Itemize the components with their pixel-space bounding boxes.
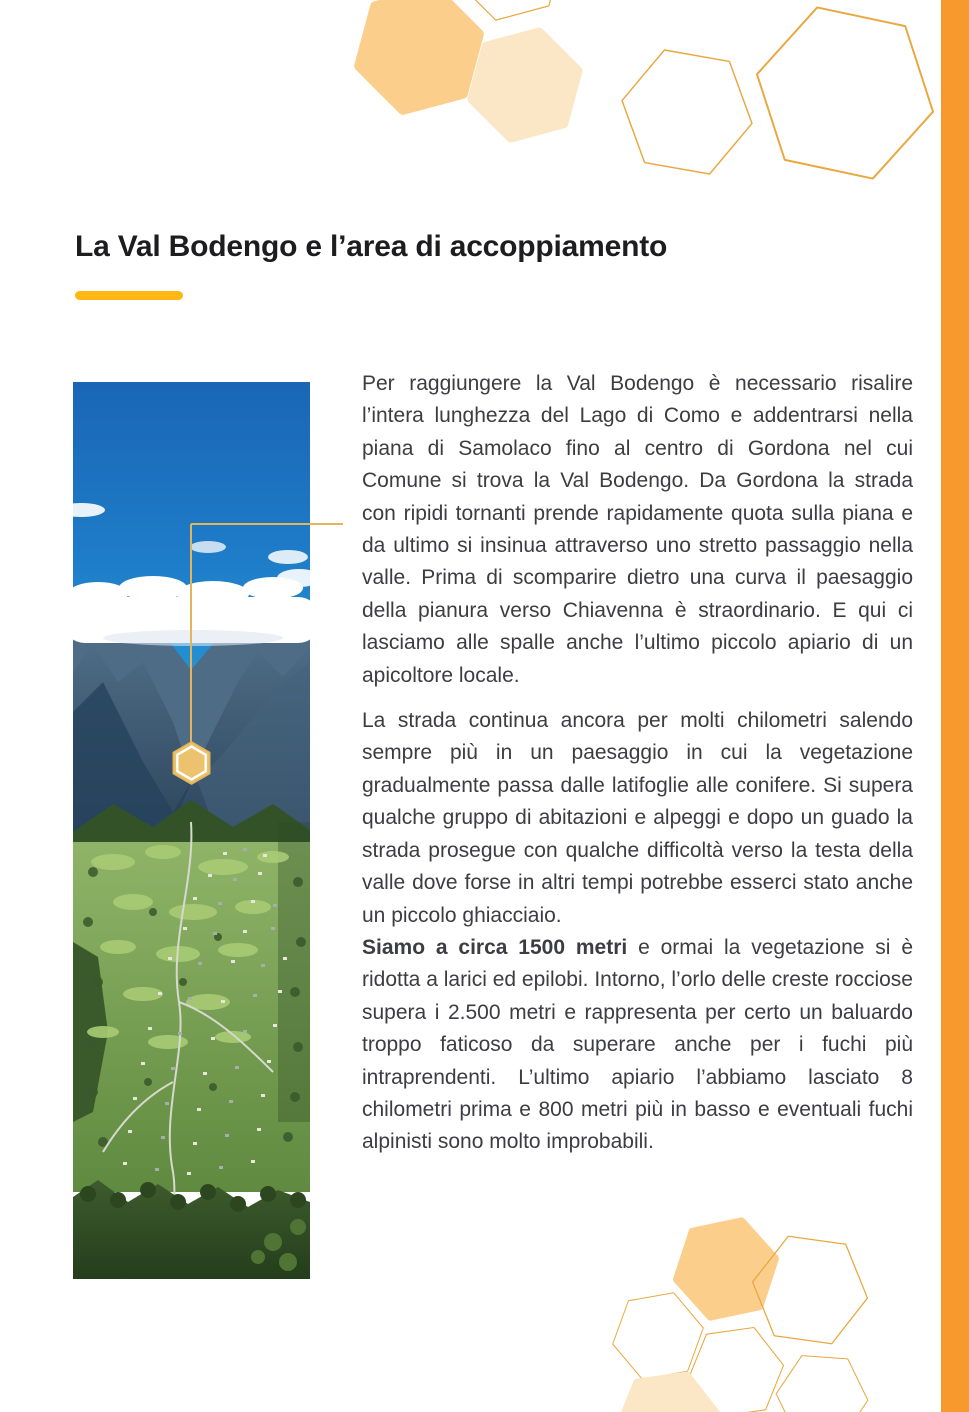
title-underline [75, 291, 183, 300]
emphasis-altitude: Siamo a circa 1500 metri [362, 935, 628, 959]
paragraph-3 [362, 932, 913, 1159]
hexagon-location-marker [173, 742, 209, 784]
page-title: La Val Bodengo e l’area di accoppiamento [75, 230, 668, 263]
photo-callout-connector [160, 510, 360, 790]
paragraph-1: Per raggiungere la Val Bodengo è necessario risalire l’intera lunghezza del Lago di Como e addentrarsi nella piana di Samolaco fino al centro di Gordona nel cui Comune si trova la Val Bodengo. Da Gordona la strada con ripidi tornanti prende rapidamente quota sulla piana e da ultimo si insinua attraverso uno stretto passaggio nella valle. Prima di scomparire dietro una curva il paesaggio della pianura verso Chiavenna è straordinario. E qui ci lasciamo alle spalle anche l’ultimo piccolo apiario di un apicoltore locale. [362, 372, 913, 687]
hexagon-decoration-top [340, 0, 969, 215]
paragraph-3-rest: e ormai la vegetazione si è ridotta a larici ed epilobi. Intorno, l’orlo delle creste rocciose supera i 2.500 metri e rappresenta per certo un baluardo troppo faticoso da superare anche per i fuchi più intraprendenti. L’ultimo apiario l’abbiamo lasciato 8 chilometri prima e 800 metri più in basso e eventuali fuchi alpinisti sono molto improbabili. [362, 935, 913, 1154]
hexagon-decoration-bottom [580, 1190, 969, 1412]
paragraph-2: La strada continua ancora per molti chilometri salendo sempre più in un paesaggio in cui la vegetazione gradualmente passa dalle latifoglie alle conifere. Si supera qualche gruppo di abitazioni e alpeggi e dopo un guado la strada prosegue con qualche difficoltà verso la testa della valle dove forse in altri tempi potrebbe esserci stato anche un piccolo ghiacciaio. [362, 709, 913, 927]
page-edge-accent-bar [941, 0, 969, 1412]
article-text [362, 368, 913, 1159]
